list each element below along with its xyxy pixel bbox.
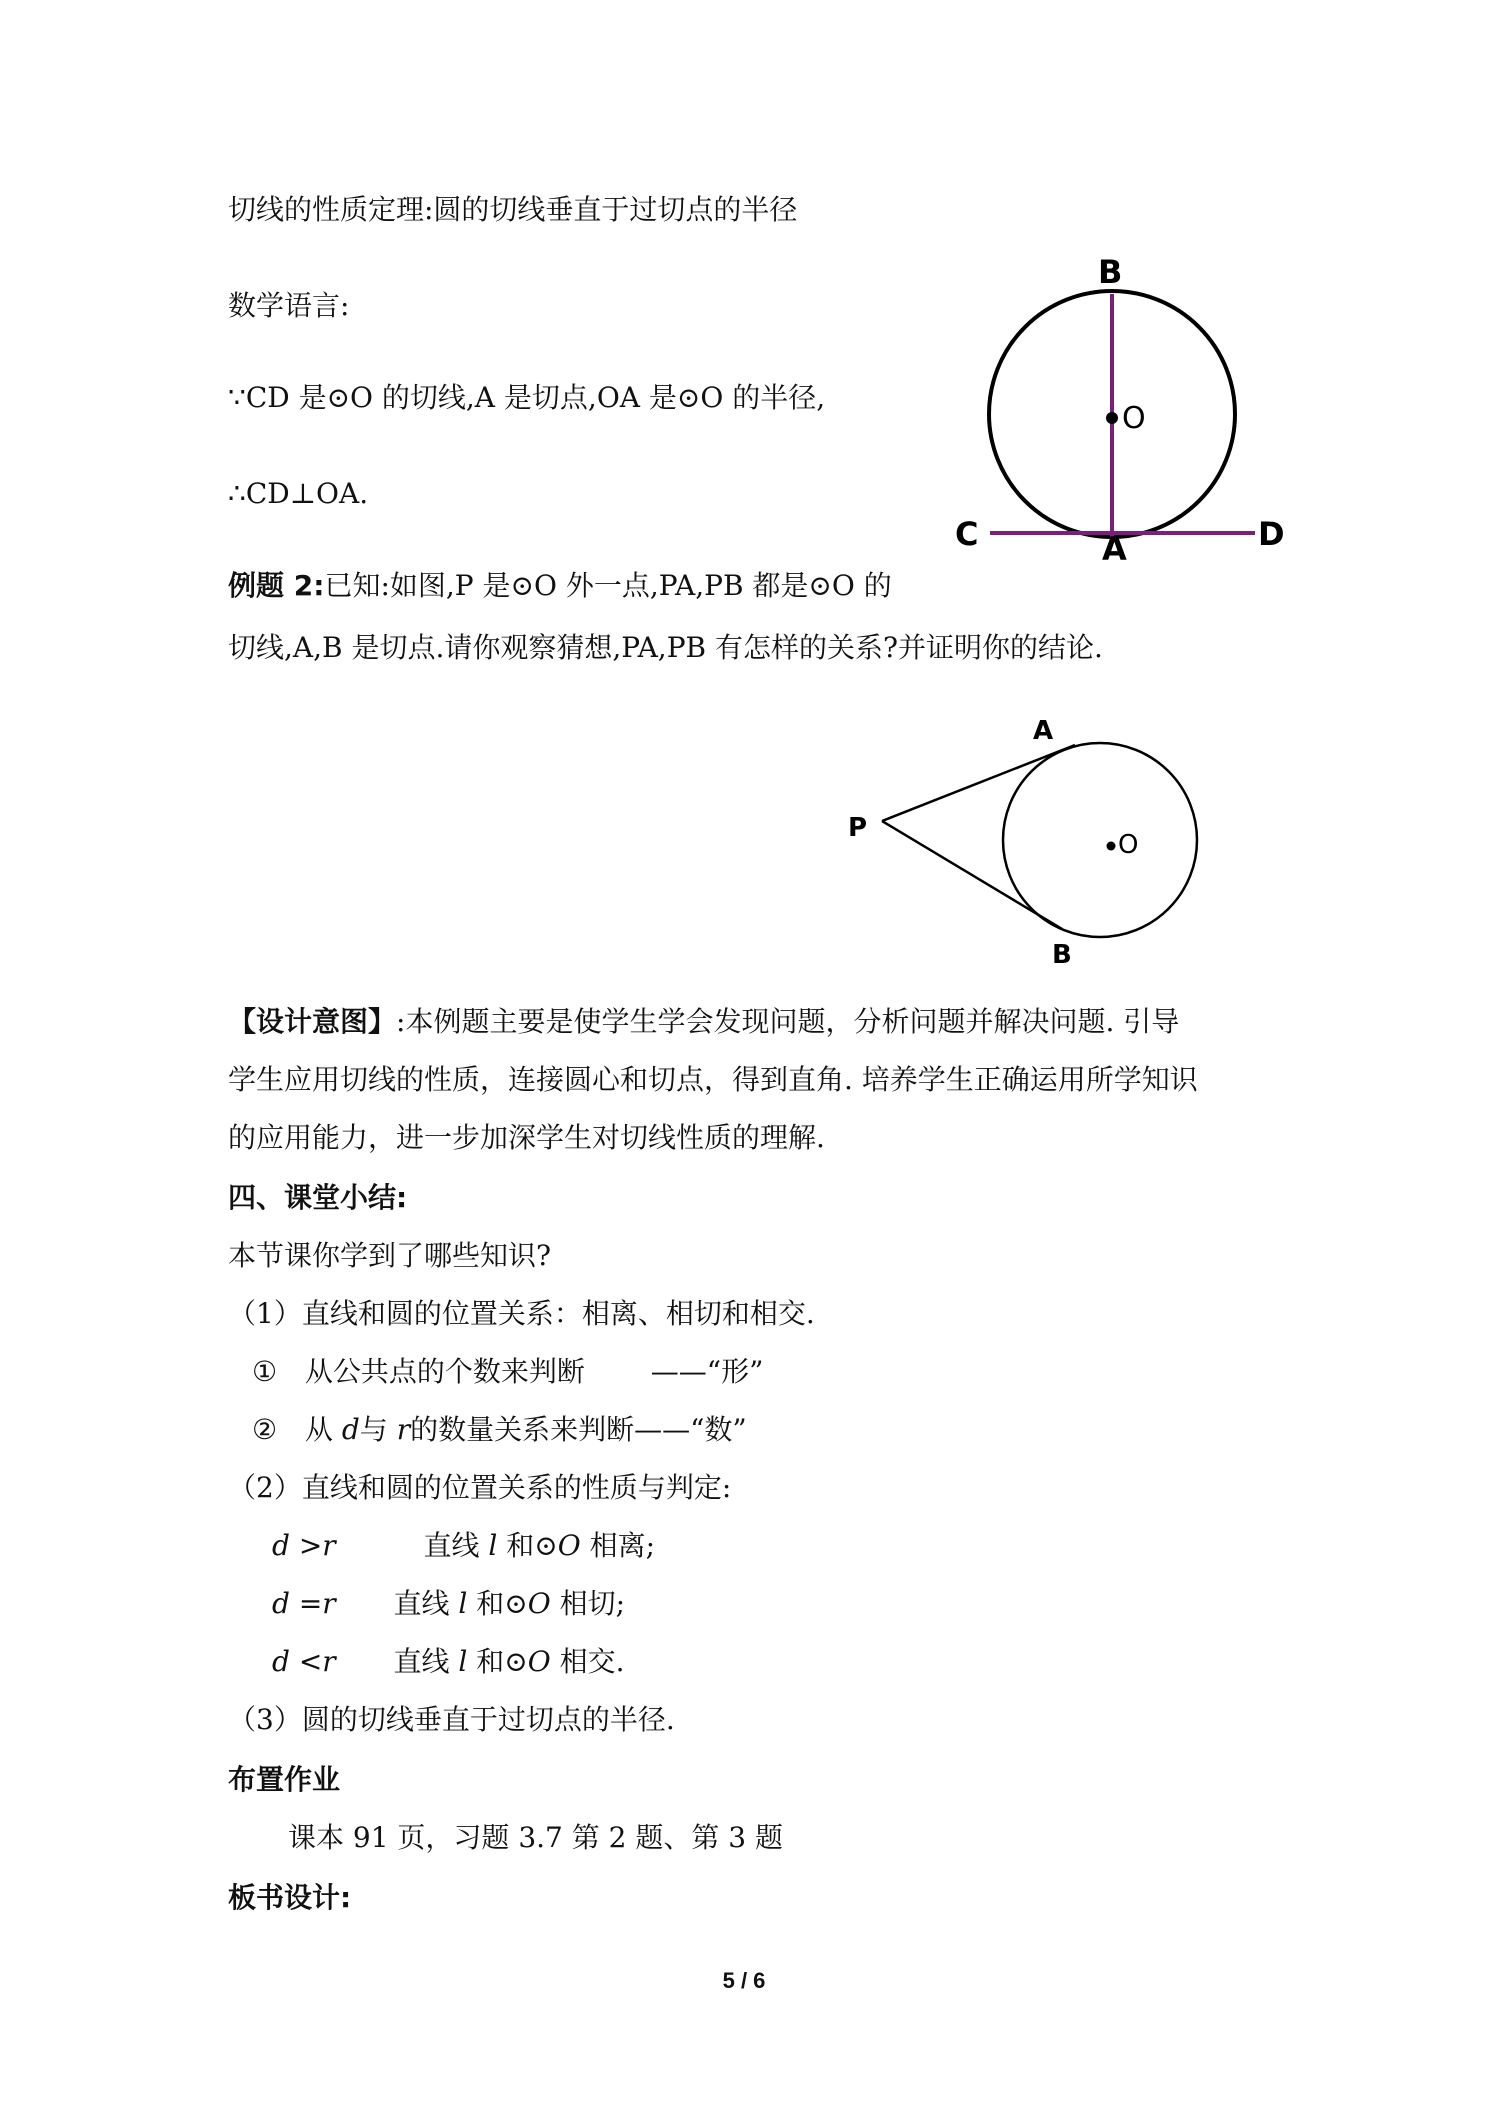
rel1-mid: 和⊙	[506, 1529, 558, 1562]
rel1-o: O	[557, 1529, 581, 1562]
center-dot-2	[1107, 842, 1116, 851]
page-number: 5 / 6	[722, 1968, 766, 1993]
rel3-post: 相交.	[559, 1645, 625, 1678]
external-point-diagram	[830, 715, 1220, 975]
rel1-math: d >r	[272, 1529, 336, 1562]
sub2-mid: 与	[359, 1413, 388, 1446]
rel2-post: 相切;	[559, 1587, 626, 1620]
homework-heading: 布置作业	[228, 1763, 341, 1796]
tangent-pb	[882, 821, 1062, 929]
summary-question: 本节课你学到了哪些知识?	[228, 1239, 552, 1272]
example2-line2: 切线,A,B 是切点.请你观察猜想,PA,PB 有怎样的关系?并证明你的结论.	[228, 631, 1103, 664]
summary-sub2	[252, 1410, 747, 1450]
label-a: A	[1102, 530, 1127, 560]
relation-tangent	[272, 1584, 625, 1624]
summary-item1: （1）直线和圆的位置关系：相离、相切和相交.	[228, 1297, 815, 1330]
summary-item3: （3）圆的切线垂直于过切点的半径.	[228, 1703, 675, 1736]
summary-heading: 四、课堂小结:	[228, 1181, 408, 1214]
sub2-post: 的数量关系来判断——“数”	[410, 1413, 747, 1446]
tangent-diagram	[950, 250, 1300, 560]
homework-text: 课本 91 页，习题 3.7 第 2 题、第 3 题	[288, 1821, 783, 1854]
center-dot	[1106, 412, 1118, 424]
sub2-d: d	[341, 1413, 360, 1446]
design-line3: 的应用能力，进一步加深学生对切线性质的理解.	[228, 1121, 825, 1154]
rel1-pre: 直线	[423, 1529, 480, 1562]
rel2-o: O	[527, 1587, 551, 1620]
design-label: 【设计意图】	[228, 1005, 397, 1038]
label-o-2: O	[1118, 830, 1139, 860]
sub2-pre: 从	[304, 1413, 333, 1446]
circle-o-2	[1003, 743, 1197, 937]
math-language-label: 数学语言:	[228, 289, 350, 322]
rel3-math: d <r	[272, 1645, 336, 1678]
rel3-o: O	[527, 1645, 551, 1678]
label-a-2: A	[1033, 716, 1054, 746]
rel3-pre: 直线	[393, 1645, 450, 1678]
summary-sub1	[252, 1352, 763, 1392]
because-statement: ∵CD 是⊙O 的切线,A 是切点,OA 是⊙O 的半径,	[228, 381, 826, 414]
theorem-title: 切线的性质定理:圆的切线垂直于过切点的半径	[228, 193, 798, 226]
therefore-statement: ∴CD⊥OA.	[228, 477, 369, 510]
label-o: O	[1122, 401, 1146, 436]
summary-item2: （2）直线和圆的位置关系的性质与判定:	[228, 1471, 732, 1504]
label-c: C	[955, 515, 979, 553]
sub1-tag: ——“形”	[650, 1355, 764, 1388]
rel2-mid: 和⊙	[476, 1587, 528, 1620]
rel2-l: l	[458, 1587, 468, 1620]
board-heading: 板书设计:	[228, 1881, 352, 1914]
rel3-l: l	[458, 1645, 468, 1678]
example2-line1	[228, 566, 892, 606]
rel2-math: d =r	[272, 1587, 336, 1620]
rel1-post: 相离;	[589, 1529, 656, 1562]
relation-separate	[272, 1526, 655, 1566]
tangent-pa	[882, 745, 1075, 821]
sub2-num: ②	[252, 1413, 278, 1446]
design-line2: 学生应用切线的性质，连接圆心和切点，得到直角. 培养学生正确运用所学知识	[228, 1063, 1198, 1096]
design-text1: :本例题主要是使学生学会发现问题，分析问题并解决问题. 引导	[396, 1005, 1180, 1038]
label-b-2: B	[1052, 940, 1072, 970]
relation-intersect	[272, 1642, 625, 1682]
sub1-num: ①	[252, 1355, 278, 1388]
label-p: P	[848, 813, 868, 843]
example2-text1: 已知:如图,P 是⊙O 外一点,PA,PB 都是⊙O 的	[324, 569, 892, 602]
rel3-mid: 和⊙	[476, 1645, 528, 1678]
example2-label: 例题 2:	[228, 569, 325, 602]
label-d: D	[1258, 515, 1285, 553]
label-b: B	[1098, 253, 1123, 291]
sub2-r: r	[396, 1413, 411, 1446]
rel1-l: l	[488, 1529, 498, 1562]
rel2-pre: 直线	[393, 1587, 450, 1620]
sub1-text: 从公共点的个数来判断	[304, 1355, 585, 1388]
design-line1	[228, 1002, 1179, 1042]
